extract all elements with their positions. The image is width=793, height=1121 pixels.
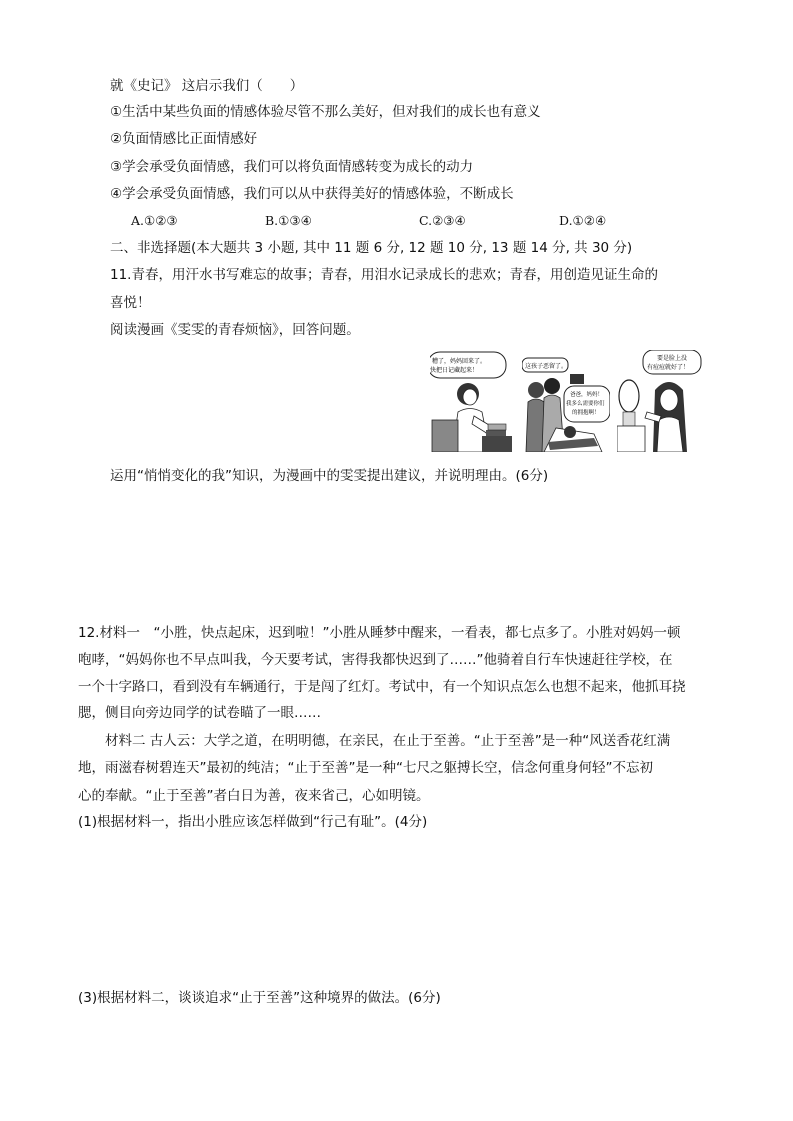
q11-question: 运用“悄悄变化的我”知识，为漫画中的雯雯提出建议，并说明理由。(6分)	[110, 468, 549, 484]
comic-bubble-3-line-2: 我多么需要你们	[566, 401, 605, 407]
q10-item-1: ①生活中某些负面的情感体验尽管不那么美好，但对我们的成长也有意义	[110, 104, 541, 120]
q10-option-d: D.①②④	[559, 213, 607, 228]
q10-item-3: ③学会承受负面情感，我们可以将负面情感转变为成长的动力	[110, 159, 474, 175]
q12-material-1-line-2: 咆哮，“妈妈你也不早点叫我，今天要考试，害得我都快迟到了……”他骑着自行车快速赶往学校，在	[78, 652, 673, 668]
section-2-header: 二、非选择题(本大题共 3 小题, 其中 11 题 6 分, 12 题 10 分, 13 题 14 分, 共 30 分)	[110, 240, 633, 256]
comic-panel-1	[430, 350, 518, 452]
comic-bubble-3-line-3: 的拥抱啊！	[572, 410, 600, 416]
q12-material-1-line-4: 腮，侧目向旁边同学的试卷瞄了一眼……	[78, 705, 321, 721]
comic-bubble-1-line-2: 快把日记藏起来！	[430, 367, 479, 374]
q11-stem-line-2: 喜悦！	[110, 295, 151, 311]
q12-material-2-line-1: 材料二 古人云：大学之道，在明明德，在亲民，在止于至善。“止于至善”是一种“风送香花红满	[105, 733, 671, 749]
q11-stem-line-1: 11.青春，用汗水书写难忘的故事；青春，用泪水记录成长的悲欢；青春，用创造见证生命的	[110, 267, 658, 283]
comic-bubble-1-line-1: 糟了，妈妈回来了。	[432, 358, 487, 365]
comic-panel-3	[617, 350, 705, 452]
comic-strip	[430, 350, 705, 452]
q10-option-c: C.②③④	[419, 213, 466, 228]
q10-stem-tail: 就《史记》 这启示我们（ ）	[110, 78, 304, 94]
q10-item-2: ②负面情感比正面情感好	[110, 131, 258, 147]
comic-bubble-2: 这孩子恶留了。	[525, 363, 568, 370]
q12-subquestion-1: (1)根据材料一，指出小胜应该怎样做到“行己有耻”。(4分)	[78, 814, 428, 830]
comic-bubble-4-line-2: 有痘痘就好了！	[647, 364, 690, 371]
q12-material-1-line-1: 12.材料一 “小胜，快点起床，迟到啦！”小胜从睡梦中醒来，一看表，都七点多了。小胜对妈妈一顿	[78, 625, 681, 641]
comic-panel-2	[522, 350, 610, 452]
q11-prompt: 阅读漫画《雯雯的青春烦恼》，回答问题。	[110, 322, 360, 338]
q10-option-a: A.①②③	[131, 213, 178, 228]
comic-bubble-4-line-1: 要是脸上没	[657, 355, 688, 362]
q10-option-b: B.①③④	[265, 213, 312, 228]
q12-material-2-line-3: 心的奉献。“止于至善”者白日为善，夜来省己，心如明镜。	[78, 788, 430, 804]
comic-bubble-3-line-1: 爸爸，妈妈！	[570, 392, 604, 398]
q12-subquestion-3: (3)根据材料二，谈谈追求“止于至善”这种境界的做法。(6分)	[78, 990, 441, 1006]
q12-material-1-line-3: 一个十字路口，看到没有车辆通行，于是闯了红灯。考试中，有一个知识点怎么也想不起来，他抓耳挠	[78, 679, 686, 695]
q12-material-2-line-2: 地，雨滋春树碧连天”最初的纯洁；“止于至善”是一种“七尺之躯搏长空，信念何重身何轻”不忘初	[78, 760, 653, 776]
q10-item-4: ④学会承受负面情感，我们可以从中获得美好的情感体验，不断成长	[110, 186, 514, 202]
